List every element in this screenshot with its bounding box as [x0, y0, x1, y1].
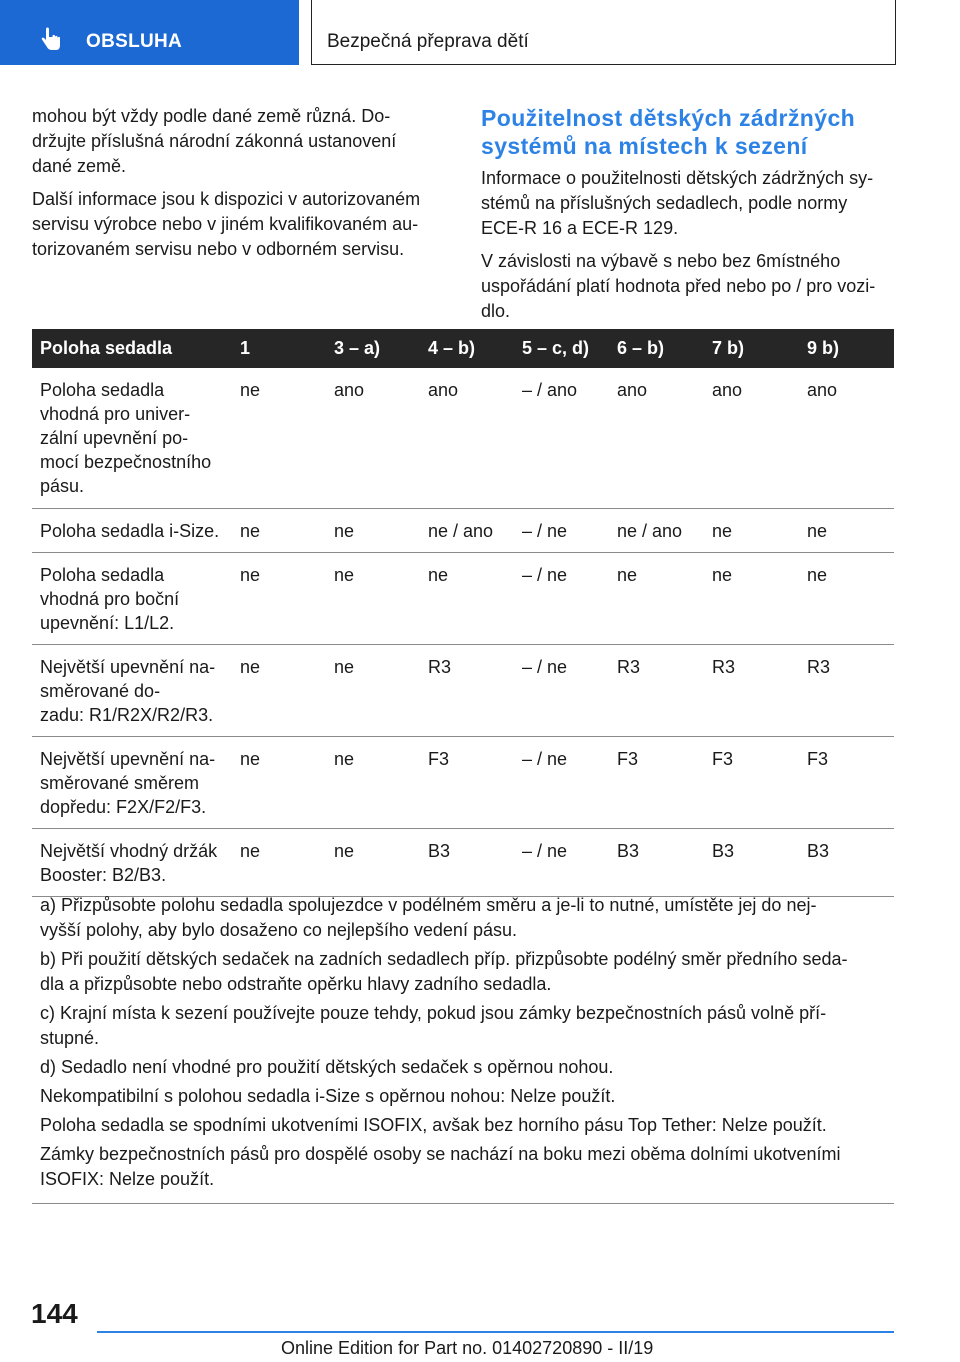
column-header: 6 – b) [609, 329, 704, 368]
table-cell: ne [232, 553, 326, 645]
table-cell: – / ne [514, 509, 609, 553]
table-cell: – / ne [514, 829, 609, 897]
table-cell: F3 [609, 737, 704, 829]
page-number: 144 [31, 1298, 78, 1329]
table-cell: ano [609, 368, 704, 509]
table-cell: ne [799, 509, 894, 553]
table-cell: – / ne [514, 645, 609, 737]
table-cell: ne [704, 553, 799, 645]
note-incompatible: Nekompatibilní s polohou sedadla i-Size s opěrnou nohou: Nelze použít. [40, 1086, 616, 1106]
seat-compatibility-table [32, 329, 894, 897]
table-cell: R3 [609, 645, 704, 737]
left-paragraph-1: mohou být vždy podle dané země různá. Do- držujte příslušná národní zákonná ustanovení dané země. [32, 106, 397, 176]
table-cell: B3 [420, 829, 514, 897]
section-label: OBSLUHA [86, 31, 183, 52]
column-header: 1 [232, 329, 326, 368]
table-cell: ne [232, 645, 326, 737]
section-heading: Použitelnost dětských zádržných systémů na místech k sezení [481, 105, 856, 159]
table-row [32, 645, 894, 737]
table-cell: ne [326, 829, 420, 897]
table-row [32, 737, 894, 829]
section-tab[interactable] [0, 0, 299, 65]
row-label: Poloha sedadla vhodná pro univer- zální upevnění po- mocí bezpečnostního pásu. [32, 368, 232, 509]
table-row [32, 553, 894, 645]
table-cell: ne [326, 553, 420, 645]
chapter-header [311, 0, 896, 65]
table-cell: ne [326, 509, 420, 553]
footer-divider [97, 1331, 894, 1333]
table-cell: ne [326, 645, 420, 737]
footnote-c: c) Krajní místa k sezení používejte pouze tehdy, pokud jsou zámky bezpečnostních pásů volně pří- stupné. [40, 1003, 827, 1048]
hand-pointer-icon [38, 26, 64, 52]
left-paragraph-2: Další informace jsou k dispozici v autorizovaném servisu výrobce nebo v jiném kvalifikovaném au- torizovaném servisu nebo v odborném servisu. [32, 189, 421, 259]
table-cell: ano [799, 368, 894, 509]
table-row [32, 509, 894, 553]
note-isofix-top-tether: Poloha sedadla se spodními ukotveními ISOFIX, avšak bez horního pásu Top Tether: Nelze použít. [40, 1115, 827, 1135]
edition-footer: Online Edition for Part no. 01402720890 - II/19 [281, 1338, 654, 1358]
table-cell: R3 [704, 645, 799, 737]
table-cell: ne [232, 509, 326, 553]
table-cell: B3 [704, 829, 799, 897]
table-cell: F3 [420, 737, 514, 829]
table-cell: ne / ano [420, 509, 514, 553]
table-cell: ne [232, 829, 326, 897]
table-cell: ano [420, 368, 514, 509]
table-cell: ano [326, 368, 420, 509]
table-cell: ne [326, 737, 420, 829]
table-cell: B3 [609, 829, 704, 897]
table-cell: ne [232, 737, 326, 829]
row-label: Poloha sedadla vhodná pro boční upevnění: L1/L2. [32, 553, 232, 645]
table-cell: – / ne [514, 553, 609, 645]
footnote-b: b) Při použití dětských sedaček na zadních sedadlech příp. přizpůsobte podélný směr předního seda- dla a přizpůsobte nebo odstraňte opěrku hlavy zadního sedadla. [40, 949, 848, 994]
table-cell: ne [609, 553, 704, 645]
table-cell: F3 [799, 737, 894, 829]
table-cell: ne [420, 553, 514, 645]
table-cell: F3 [704, 737, 799, 829]
table-row [32, 368, 894, 509]
footnote-d: d) Sedadlo není vhodné pro použití dětských sedaček s opěrnou nohou. [40, 1057, 614, 1077]
table-cell: R3 [420, 645, 514, 737]
row-label: Poloha sedadla i-Size. [32, 509, 232, 553]
chapter-title: Bezpečná přeprava dětí [327, 31, 529, 52]
table-cell: – / ne [514, 737, 609, 829]
column-header: Poloha sedadla [32, 329, 232, 368]
table-cell: – / ano [514, 368, 609, 509]
column-header: 4 – b) [420, 329, 514, 368]
column-header: 9 b) [799, 329, 894, 368]
footnote-a: a) Přizpůsobte polohu sedadla spolujezdce v podélném směru a je-li to nutné, umístěte jej do nej- vyšší polohy, aby bylo dosaženo co nejlepšího vedení pásu. [40, 895, 817, 940]
column-header: 7 b) [704, 329, 799, 368]
column-header: 3 – a) [326, 329, 420, 368]
table-cell: ne [704, 509, 799, 553]
table-cell: R3 [799, 645, 894, 737]
table-header-row [32, 329, 894, 368]
table-cell: ne / ano [609, 509, 704, 553]
row-label: Největší vhodný držák Booster: B2/B3. [32, 829, 232, 897]
note-buckles: Zámky bezpečnostních pásů pro dospělé osoby se nachází na boku mezi oběma dolními ukotveními ISOFIX: Nelze použít. [40, 1144, 841, 1189]
table-cell: ne [232, 368, 326, 509]
row-label: Největší upevnění na- směrované do- zadu: R1/R2X/R2/R3. [32, 645, 232, 737]
table-footnotes [32, 883, 894, 1204]
table-cell: ano [704, 368, 799, 509]
right-paragraph-1: Informace o použitelnosti dětských zádržných sy- stémů na příslušných sedadlech, podle normy ECE-R 16 a ECE-R 129. [481, 168, 874, 238]
table-cell: ne [799, 553, 894, 645]
column-header: 5 – c, d) [514, 329, 609, 368]
right-paragraph-2: V závislosti na výbavě s nebo bez 6místného uspořádání platí hodnota před nebo po / pro vozi- dlo. [481, 251, 876, 321]
table-cell: B3 [799, 829, 894, 897]
row-label: Největší upevnění na- směrované směrem dopředu: F2X/F2/F3. [32, 737, 232, 829]
